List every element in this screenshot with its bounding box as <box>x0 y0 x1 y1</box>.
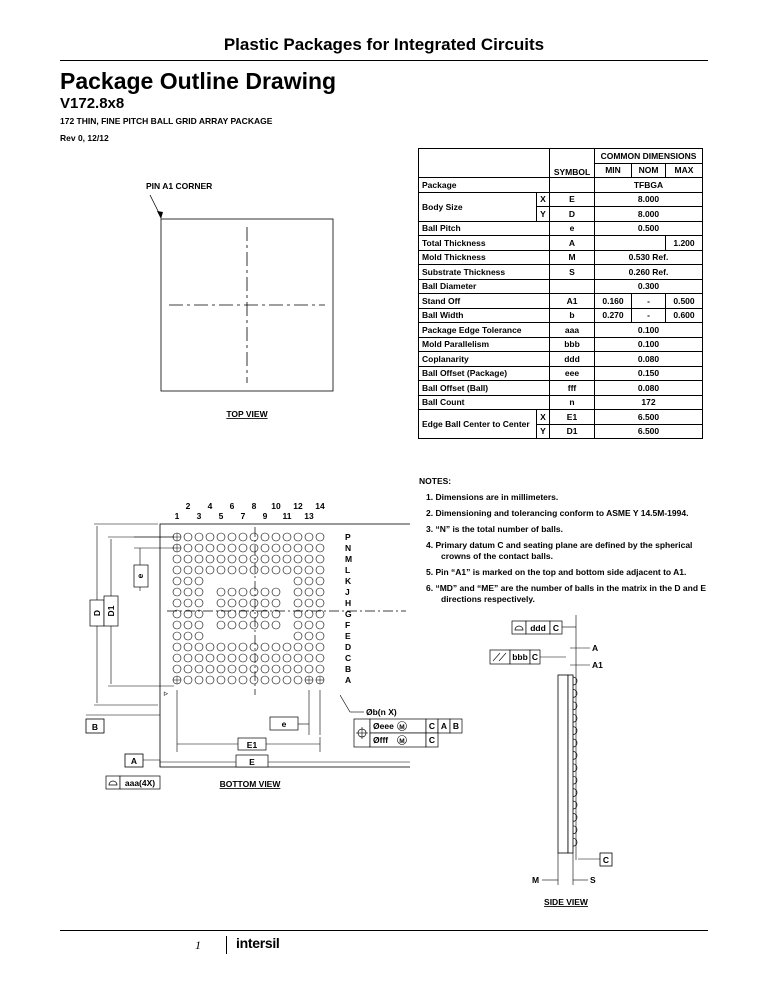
note-item: 2. Dimensioning and tolerancing conform to ASME Y 14.5M-1994. <box>426 508 689 518</box>
ball <box>316 643 324 651</box>
ball <box>239 533 247 541</box>
table-corner <box>419 149 550 178</box>
datum-a-label: A <box>130 756 138 766</box>
ball <box>228 555 236 563</box>
side-ball <box>573 714 577 722</box>
row-letter: K <box>345 576 352 586</box>
ball <box>184 632 192 640</box>
ball <box>261 643 269 651</box>
ball <box>195 533 203 541</box>
note-item: 1. Dimensions are in millimeters. <box>426 492 559 502</box>
ball <box>228 610 236 618</box>
side-ball <box>573 789 577 797</box>
ball <box>195 544 203 552</box>
ball <box>305 665 313 673</box>
ball <box>294 588 302 596</box>
table-row: Body Size X E 8.000 <box>419 192 703 207</box>
row-letter: E <box>345 631 351 641</box>
ball <box>217 621 225 629</box>
ball <box>239 599 247 607</box>
col-min: MIN <box>595 163 632 178</box>
ball <box>272 555 280 563</box>
ball <box>206 566 214 574</box>
ball <box>195 632 203 640</box>
ball <box>239 643 247 651</box>
ball <box>272 544 280 552</box>
ball <box>173 621 181 629</box>
position-tolerance-callout <box>340 695 480 755</box>
table-row: Coplanarity ddd 0.080 <box>419 352 703 367</box>
table-row: Ball Diameter 0.300 <box>419 279 703 294</box>
ball <box>316 599 324 607</box>
dim-e-bottom-label: e <box>281 719 287 729</box>
ball <box>283 566 291 574</box>
side-ball <box>573 677 577 685</box>
ball <box>261 676 269 684</box>
ball <box>305 621 313 629</box>
ball <box>261 555 269 563</box>
ball <box>228 654 236 662</box>
row-letter: B <box>345 664 352 674</box>
side-balls <box>573 677 577 846</box>
column-number: 12 <box>293 501 303 511</box>
ball <box>294 555 302 563</box>
table-row: Mold Parallelism bbb 0.100 <box>419 337 703 352</box>
ball <box>239 676 247 684</box>
table-row: Ball Count n 172 <box>419 395 703 410</box>
ball <box>206 676 214 684</box>
ball <box>261 665 269 673</box>
side-ball <box>573 751 577 759</box>
note-item: 4. Primary datum C and seating plane are defined by the spherical crowns of the contact balls. <box>426 540 693 561</box>
ball <box>250 621 258 629</box>
package-subtitle: 172 THIN, FINE PITCH BALL GRID ARRAY PACKAGE <box>60 116 273 126</box>
note-item: 5. Pin “A1” is marked on the top and bottom side adjacent to A1. <box>426 567 687 577</box>
ball <box>206 654 214 662</box>
ball <box>283 544 291 552</box>
label-s: S <box>590 875 596 885</box>
ball <box>206 544 214 552</box>
ball <box>228 544 236 552</box>
bottom-view-caption: BOTTOM VIEW <box>219 779 281 789</box>
ball <box>184 577 192 585</box>
ball <box>305 588 313 596</box>
ball <box>173 599 181 607</box>
ball <box>184 588 192 596</box>
ball <box>217 676 225 684</box>
ball <box>228 599 236 607</box>
ball <box>261 544 269 552</box>
ball <box>195 621 203 629</box>
row-letter: P <box>345 532 351 542</box>
ball <box>250 643 258 651</box>
ball <box>261 621 269 629</box>
ball <box>184 599 192 607</box>
ball-grid <box>173 533 324 684</box>
table-row: Ball Pitch e 0.500 <box>419 221 703 236</box>
ball <box>316 654 324 662</box>
ball-dia-label: Øb(n X) <box>366 707 397 717</box>
column-number: 9 <box>262 511 268 521</box>
top-view-drawing <box>130 175 370 425</box>
column-number: 4 <box>207 501 213 511</box>
fcf1-tol: Øeee <box>373 721 394 731</box>
ball <box>294 654 302 662</box>
ball <box>217 566 225 574</box>
column-number: 13 <box>304 511 314 521</box>
ball <box>294 632 302 640</box>
ball <box>316 665 324 673</box>
top-view-caption: TOP VIEW <box>226 409 268 419</box>
ball <box>217 643 225 651</box>
ball <box>305 654 313 662</box>
table-row: Mold Thickness M 0.530 Ref. <box>419 250 703 265</box>
ball <box>195 588 203 596</box>
ball <box>184 654 192 662</box>
ball <box>305 544 313 552</box>
ddd-label: ddd <box>530 623 546 633</box>
ball <box>184 676 192 684</box>
ball <box>195 654 203 662</box>
ball <box>305 533 313 541</box>
ball <box>272 588 280 596</box>
dim-e-label: E <box>249 757 255 767</box>
ball <box>250 555 258 563</box>
ball <box>316 577 324 585</box>
ball <box>206 643 214 651</box>
ball <box>316 632 324 640</box>
table-row: Substrate Thickness S 0.260 Ref. <box>419 265 703 280</box>
bbb-symbol-box <box>490 650 510 664</box>
mold-body <box>558 675 568 853</box>
ball <box>250 654 258 662</box>
label-a: A <box>592 643 599 653</box>
ball <box>195 566 203 574</box>
side-ball <box>573 727 577 735</box>
ball <box>294 643 302 651</box>
ball <box>316 588 324 596</box>
fcf2-tol: Øfff <box>373 735 389 745</box>
table-row: Ball Width b 0.270 - 0.600 <box>419 308 703 323</box>
table-row: Ball Offset (Package) eee 0.150 <box>419 366 703 381</box>
table-row: Y D 8.000 <box>419 207 703 222</box>
ball <box>239 555 247 563</box>
ball <box>217 588 225 596</box>
ball <box>272 599 280 607</box>
col-symbol: SYMBOL <box>550 149 595 178</box>
ball <box>283 555 291 563</box>
ball <box>272 665 280 673</box>
ball <box>173 654 181 662</box>
ball <box>305 632 313 640</box>
ball <box>283 654 291 662</box>
fcf1-d2: A <box>440 721 448 731</box>
datum-c-label: C <box>602 855 610 865</box>
fcf1-mod: M <box>399 724 405 731</box>
side-ball <box>573 776 577 784</box>
side-ball <box>573 739 577 747</box>
ball <box>294 533 302 541</box>
page-title: Package Outline Drawing <box>60 68 337 94</box>
row-letter: A <box>345 675 352 685</box>
dim-e1-label: E1 <box>246 740 258 750</box>
ball <box>305 577 313 585</box>
ball <box>206 665 214 673</box>
fcf2-d1: C <box>428 735 436 745</box>
ball <box>239 665 247 673</box>
ball <box>206 533 214 541</box>
ball <box>283 676 291 684</box>
ball <box>228 621 236 629</box>
note-item: 6. “MD” and “ME” are the number of balls in the matrix in the D and E directions respectively. <box>426 583 707 604</box>
revision: Rev 0, 12/12 <box>60 133 109 143</box>
ball <box>250 599 258 607</box>
ball <box>272 654 280 662</box>
row-letter: L <box>345 565 351 575</box>
note-item: 3. “N” is the total number of balls. <box>426 524 563 534</box>
table-row: Package Edge Tolerance aaa 0.100 <box>419 323 703 338</box>
ddd-symbol-box <box>512 621 526 634</box>
bbb-datum: C <box>531 652 539 662</box>
aaa-label: aaa(4X) <box>124 778 156 788</box>
ball <box>173 555 181 563</box>
ball <box>184 643 192 651</box>
ball <box>184 566 192 574</box>
footer-divider <box>226 936 227 954</box>
ball <box>228 643 236 651</box>
side-ball <box>573 813 577 821</box>
a1-marker: ▷ <box>164 691 168 697</box>
table-row: Ball Offset (Ball) fff 0.080 <box>419 381 703 396</box>
ddd-datum: C <box>552 623 560 633</box>
side-ball <box>573 801 577 809</box>
ball <box>294 676 302 684</box>
pin-a1-corner-label: PIN A1 CORNER <box>146 181 213 191</box>
row-letter: H <box>345 598 352 608</box>
ball <box>261 566 269 574</box>
ball <box>195 599 203 607</box>
column-number: 8 <box>251 501 257 511</box>
ball <box>217 654 225 662</box>
ball <box>184 665 192 673</box>
table-row: Package TFBGA <box>419 178 703 193</box>
row-letter: M <box>345 554 353 564</box>
side-ball <box>573 702 577 710</box>
page-number: 1 <box>195 938 201 952</box>
header-rule <box>60 60 708 61</box>
ball <box>305 643 313 651</box>
row-letter: D <box>345 642 352 652</box>
ball <box>228 533 236 541</box>
ball <box>250 676 258 684</box>
ball <box>294 544 302 552</box>
ball <box>239 588 247 596</box>
ball <box>250 544 258 552</box>
ball <box>217 544 225 552</box>
ball <box>316 544 324 552</box>
ball <box>272 621 280 629</box>
intersil-logo: intersil <box>236 935 280 951</box>
column-number: 6 <box>229 501 235 511</box>
dim-e-left-label: e <box>135 573 145 579</box>
ball <box>228 566 236 574</box>
table-row: Edge Ball Center to Center X E1 6.500 <box>419 410 703 425</box>
column-number: 2 <box>185 501 191 511</box>
column-number: 10 <box>271 501 281 511</box>
ball <box>184 621 192 629</box>
row-letter: F <box>345 620 351 630</box>
ball <box>173 566 181 574</box>
side-ball <box>573 764 577 772</box>
flatness-box <box>106 776 120 789</box>
side-ball <box>573 689 577 697</box>
ball <box>239 544 247 552</box>
column-number: 7 <box>240 511 246 521</box>
ball <box>195 643 203 651</box>
column-number: 5 <box>218 511 224 521</box>
column-number: 14 <box>315 501 325 511</box>
ball <box>228 588 236 596</box>
ball <box>250 588 258 596</box>
dim-d-label: D <box>92 609 102 617</box>
ball <box>217 599 225 607</box>
ball <box>195 665 203 673</box>
ball <box>195 577 203 585</box>
ball <box>184 533 192 541</box>
ball <box>305 599 313 607</box>
col-max: MAX <box>666 163 703 178</box>
ball <box>239 621 247 629</box>
ball <box>173 665 181 673</box>
ball <box>261 654 269 662</box>
ball <box>195 555 203 563</box>
side-view-drawing <box>480 615 620 910</box>
fcf2-mod: M <box>399 738 405 745</box>
ball <box>261 599 269 607</box>
ball <box>294 665 302 673</box>
footer-rule <box>60 930 708 931</box>
table-row: Y D1 6.500 <box>419 424 703 439</box>
ball-leader <box>340 695 350 712</box>
common-dimensions-table <box>418 148 703 439</box>
ball <box>283 665 291 673</box>
label-m: M <box>532 875 540 885</box>
ball <box>239 654 247 662</box>
side-view-caption: SIDE VIEW <box>544 897 588 907</box>
ball <box>250 665 258 673</box>
ball <box>173 643 181 651</box>
group-header: COMMON DIMENSIONS <box>595 149 703 164</box>
fcf1-d3: B <box>452 721 460 731</box>
ball <box>305 555 313 563</box>
package-code: V172.8x8 <box>60 95 125 112</box>
ball <box>217 665 225 673</box>
ball <box>283 533 291 541</box>
substrate <box>568 675 573 853</box>
ball <box>294 566 302 574</box>
ball <box>272 643 280 651</box>
bbb-label: bbb <box>512 652 528 662</box>
table-row: Stand Off A1 0.160 - 0.500 <box>419 294 703 309</box>
ball <box>316 621 324 629</box>
fcf1-d1: C <box>428 721 436 731</box>
column-number: 3 <box>196 511 202 521</box>
ball <box>206 555 214 563</box>
ball <box>228 676 236 684</box>
row-letter: C <box>345 653 352 663</box>
ball <box>217 555 225 563</box>
pin-a1-arrowhead <box>157 211 163 219</box>
ball <box>228 665 236 673</box>
row-letter: G <box>345 609 352 619</box>
ball <box>294 621 302 629</box>
ball <box>283 643 291 651</box>
ball <box>195 676 203 684</box>
row-letter: N <box>345 543 352 553</box>
dim-d1-label: D1 <box>106 605 116 617</box>
datum-b-label: B <box>91 722 99 732</box>
col-nom: NOM <box>632 163 666 178</box>
ball <box>272 566 280 574</box>
ball <box>316 533 324 541</box>
ball <box>272 533 280 541</box>
ball <box>173 588 181 596</box>
ball <box>217 533 225 541</box>
side-ball <box>573 838 577 846</box>
ball <box>272 676 280 684</box>
ball <box>261 533 269 541</box>
row-letter: J <box>345 587 350 597</box>
column-number: 1 <box>174 511 180 521</box>
notes-heading: NOTES: <box>419 476 452 486</box>
column-number: 11 <box>282 511 292 521</box>
notes <box>419 476 709 610</box>
ball <box>316 555 324 563</box>
table-row: Total Thickness A 1.200 <box>419 236 703 251</box>
side-ball <box>573 826 577 834</box>
ball <box>305 610 313 618</box>
ball <box>316 566 324 574</box>
ball <box>184 555 192 563</box>
ball <box>239 566 247 574</box>
ball <box>250 566 258 574</box>
ball <box>261 588 269 596</box>
label-a1: A1 <box>592 660 603 670</box>
ball <box>305 566 313 574</box>
ball <box>294 577 302 585</box>
ball <box>294 599 302 607</box>
section-title: Plastic Packages for Integrated Circuits <box>223 35 545 54</box>
ball <box>173 632 181 640</box>
ball <box>173 577 181 585</box>
ball <box>250 533 258 541</box>
ball <box>184 544 192 552</box>
